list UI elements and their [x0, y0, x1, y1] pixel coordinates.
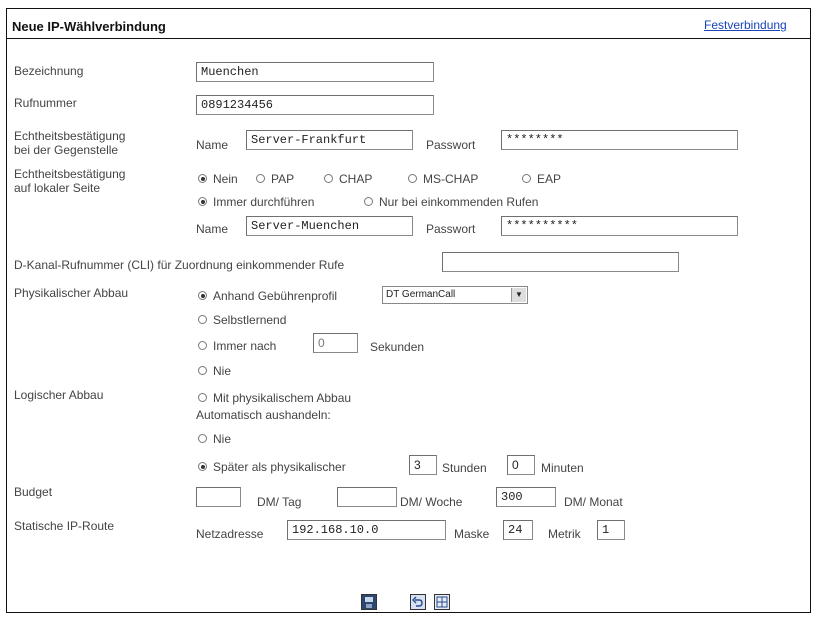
metrik-label: Metrik	[548, 527, 581, 541]
gebuehrenprofil-select[interactable]	[382, 286, 528, 304]
remote-name-label: Name	[196, 138, 229, 152]
radio-dot-icon	[198, 315, 207, 324]
radio-dot-icon	[198, 291, 207, 300]
stunden-input[interactable]: 3	[409, 455, 437, 475]
phys-nie-radio[interactable]	[198, 364, 231, 378]
phys-immer-nach-label: Immer nach	[213, 339, 277, 353]
dm-tag-label: DM/ Tag	[257, 495, 302, 509]
auth-mschap-label: MS-CHAP	[423, 172, 479, 186]
page-title: Neue IP-Wählverbindung	[12, 19, 166, 34]
radio-dot-icon	[198, 341, 207, 350]
auth-chap-radio[interactable]	[324, 172, 372, 186]
radio-dot-icon	[324, 174, 333, 183]
phys-selbst-label: Selbstlernend	[213, 313, 287, 327]
radio-dot-icon	[198, 197, 207, 206]
local-password-label: Passwort	[426, 222, 476, 236]
radio-dot-icon	[198, 393, 207, 402]
auth-pap-radio[interactable]	[256, 172, 294, 186]
log-mit-radio[interactable]	[198, 391, 351, 405]
phys-abbau-label: Physikalischer Abbau	[14, 286, 129, 300]
bezeichnung-label: Bezeichnung	[14, 64, 84, 78]
auth-immer-label: Immer durchführen	[213, 195, 315, 209]
radio-dot-icon	[198, 434, 207, 443]
dkanal-input[interactable]	[442, 252, 679, 272]
local-password-input[interactable]: **********	[501, 216, 738, 236]
minuten-input[interactable]: 0	[507, 455, 535, 475]
remote-name-input[interactable]: Server-Frankfurt	[246, 130, 413, 150]
radio-dot-icon	[256, 174, 265, 183]
auth-nur-radio[interactable]	[364, 195, 538, 209]
metrik-input[interactable]: 1	[597, 520, 625, 540]
budget-label: Budget	[14, 485, 53, 499]
dm-monat-input[interactable]: 300	[496, 487, 556, 507]
log-nie-radio[interactable]	[198, 432, 231, 446]
dm-woche-input[interactable]	[337, 487, 397, 507]
sekunden-label: Sekunden	[370, 340, 425, 354]
auth-eap-label: EAP	[537, 172, 562, 186]
log-mit-label: Mit physikalischem Abbau	[213, 391, 352, 405]
auth-remote-label-2: bei der Gegenstelle	[14, 143, 119, 157]
stunden-label: Stunden	[442, 461, 487, 475]
auth-immer-radio[interactable]	[198, 195, 314, 209]
remote-password-label: Passwort	[426, 138, 476, 152]
netzadresse-label: Netzadresse	[196, 527, 264, 541]
log-nie-label: Nie	[213, 432, 232, 446]
minuten-label: Minuten	[541, 461, 584, 475]
auth-local-label-2: auf lokaler Seite	[14, 181, 101, 195]
auth-chap-label: CHAP	[339, 172, 373, 186]
dm-tag-input[interactable]	[196, 487, 241, 507]
local-name-input[interactable]: Server-Muenchen	[246, 216, 413, 236]
auth-pap-label: PAP	[271, 172, 295, 186]
log-abbau-label: Logischer Abbau	[14, 388, 104, 402]
dkanal-label: D-Kanal-Rufnummer (CLI) für Zuordnung einkommender Rufe	[14, 258, 345, 272]
maske-label: Maske	[454, 527, 490, 541]
log-spaeter-radio[interactable]	[198, 460, 346, 474]
phys-selbst-radio[interactable]	[198, 313, 286, 327]
auth-local-label-1: Echtheitsbestätigung	[14, 167, 126, 181]
auto-aushandeln-label: Automatisch aushandeln:	[196, 408, 331, 422]
auth-nein-radio[interactable]	[198, 172, 238, 186]
radio-dot-icon	[522, 174, 531, 183]
phys-anhand-label: Anhand Gebührenprofil	[213, 289, 338, 303]
save-icon[interactable]	[361, 594, 377, 610]
undo-icon[interactable]	[410, 594, 426, 610]
rufnummer-label: Rufnummer	[14, 96, 77, 110]
dm-woche-label: DM/ Woche	[400, 495, 463, 509]
phys-immer-nach-radio[interactable]	[198, 339, 276, 353]
dm-monat-label: DM/ Monat	[564, 495, 623, 509]
auth-nur-label: Nur bei einkommenden Rufen	[379, 195, 539, 209]
auth-mschap-radio[interactable]	[408, 172, 478, 186]
radio-dot-icon	[198, 174, 207, 183]
auth-remote-label-1: Echtheitsbestätigung	[14, 129, 126, 143]
gebuehrenprofil-value: DT GermanCall	[386, 289, 456, 300]
remote-password-input[interactable]: ********	[501, 130, 738, 150]
bezeichnung-input[interactable]: Muenchen	[196, 62, 434, 82]
phys-nie-label: Nie	[213, 364, 232, 378]
radio-dot-icon	[364, 197, 373, 206]
phys-anhand-radio[interactable]	[198, 289, 337, 303]
maske-input[interactable]: 24	[503, 520, 533, 540]
radio-dot-icon	[198, 366, 207, 375]
chevron-down-icon: ▼	[511, 288, 526, 302]
table-icon[interactable]	[434, 594, 450, 610]
immer-nach-input[interactable]: 0	[313, 333, 358, 353]
rufnummer-input[interactable]: 0891234456	[196, 95, 434, 115]
radio-dot-icon	[408, 174, 417, 183]
festverbindung-link[interactable]: Festverbindung	[704, 18, 787, 32]
route-label: Statische IP-Route	[14, 519, 115, 533]
auth-eap-radio[interactable]	[522, 172, 561, 186]
radio-dot-icon	[198, 462, 207, 471]
netzadresse-input[interactable]: 192.168.10.0	[287, 520, 446, 540]
local-name-label: Name	[196, 222, 229, 236]
log-spaeter-label: Später als physikalischer	[213, 460, 346, 474]
auth-nein-label: Nein	[213, 172, 238, 186]
